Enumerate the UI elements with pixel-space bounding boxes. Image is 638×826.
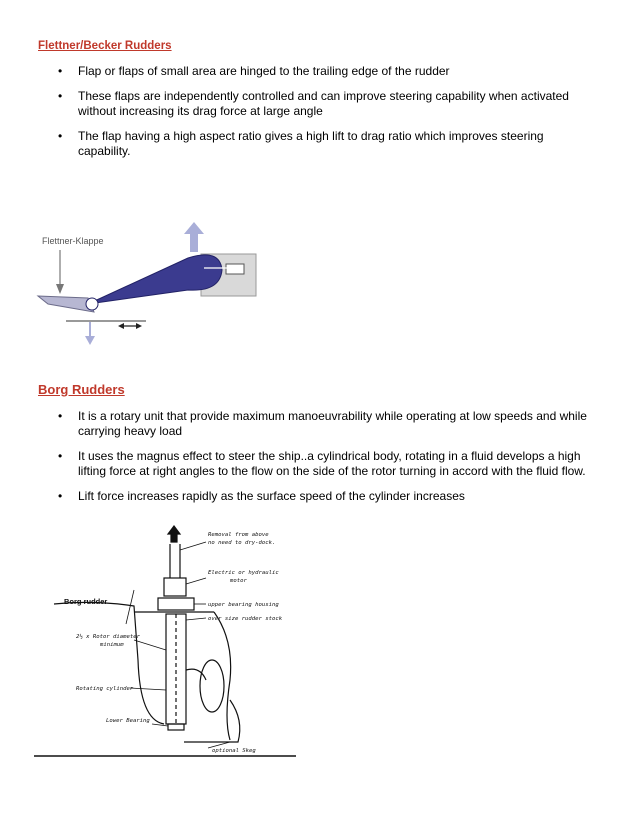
propeller-icon xyxy=(200,660,224,712)
hull-outline xyxy=(54,602,164,724)
lift-arrow-icon xyxy=(184,222,204,252)
label-skeg: optional Skeg xyxy=(212,748,256,754)
upper-bearing-housing xyxy=(158,598,194,610)
label-motor-2: motor xyxy=(230,578,247,584)
label-rotor-2: minimum xyxy=(100,642,124,648)
list-item: • Lift force increases rapidly as the surface speed of the cylinder increases xyxy=(58,489,598,504)
flettner-bullet-list xyxy=(58,64,598,169)
leader-oversize xyxy=(186,618,206,620)
leader-removal xyxy=(180,542,206,550)
shaft-line xyxy=(186,669,206,680)
label-lower-bearing: Lower Bearing xyxy=(106,718,150,724)
flettner-klappe-label: Flettner-Klappe xyxy=(42,236,104,246)
list-item: • The flap having a high aspect ratio gives a high lift to drag ratio which improves steering capability. xyxy=(58,129,598,159)
removal-arrow-icon xyxy=(168,526,180,542)
leader-title xyxy=(126,590,134,624)
list-item: • These flaps are independently controlled and can improve steering capability when activated without increasing its drag force at large angle xyxy=(58,89,598,119)
list-item: • Flap or flaps of small area are hinged to the trailing edge of the rudder xyxy=(58,64,598,79)
label-no-dry-dock: no need to dry-dock. xyxy=(208,540,276,546)
stern-outline xyxy=(214,612,231,740)
flettner-flap-figure xyxy=(36,218,276,348)
leader-rotor xyxy=(134,640,166,650)
label-upper-bearing: upper bearing housing xyxy=(208,602,279,608)
label-rotor-1: 2½ x Rotor diameter xyxy=(76,634,140,640)
motor-housing xyxy=(164,578,186,596)
label-oversize: over size rudder stock xyxy=(208,616,283,622)
borg-bullet-list xyxy=(58,409,598,514)
borg-rudder-figure xyxy=(34,520,304,760)
hinge-icon xyxy=(86,298,98,310)
label-motor-1: Electric or hydraulic xyxy=(208,570,279,576)
list-item: • It is a rotary unit that provide maximum manoeuvrability while operating at low speeds and while carrying heavy load xyxy=(58,409,598,439)
label-borg-rudder-title: Borg rudder xyxy=(64,597,108,606)
double-arrow-left-icon xyxy=(118,323,124,329)
actuator-slot xyxy=(226,264,244,274)
pointer-arrowhead xyxy=(56,284,64,294)
skeg-outline xyxy=(184,700,240,742)
leader-motor xyxy=(186,578,206,584)
label-rotating-cylinder: Rotating cylinder xyxy=(76,686,134,692)
down-arrow-icon xyxy=(85,336,95,345)
heading-borg-rudders: Borg Rudders xyxy=(38,382,125,397)
double-arrow-right-icon xyxy=(136,323,142,329)
leader-cylinder xyxy=(130,688,166,690)
lower-bearing xyxy=(168,724,184,730)
label-removal: Removal from above xyxy=(208,532,269,538)
list-item: • It uses the magnus effect to steer the ship..a cylindrical body, rotating in a fluid develops a high lifting force at right angles to the flow on the side of the rotor turning in accord with the fluid flow. xyxy=(58,449,598,479)
heading-flettner-becker-rudders: Flettner/Becker Rudders xyxy=(38,40,172,52)
rudder-foil xyxy=(88,255,222,304)
